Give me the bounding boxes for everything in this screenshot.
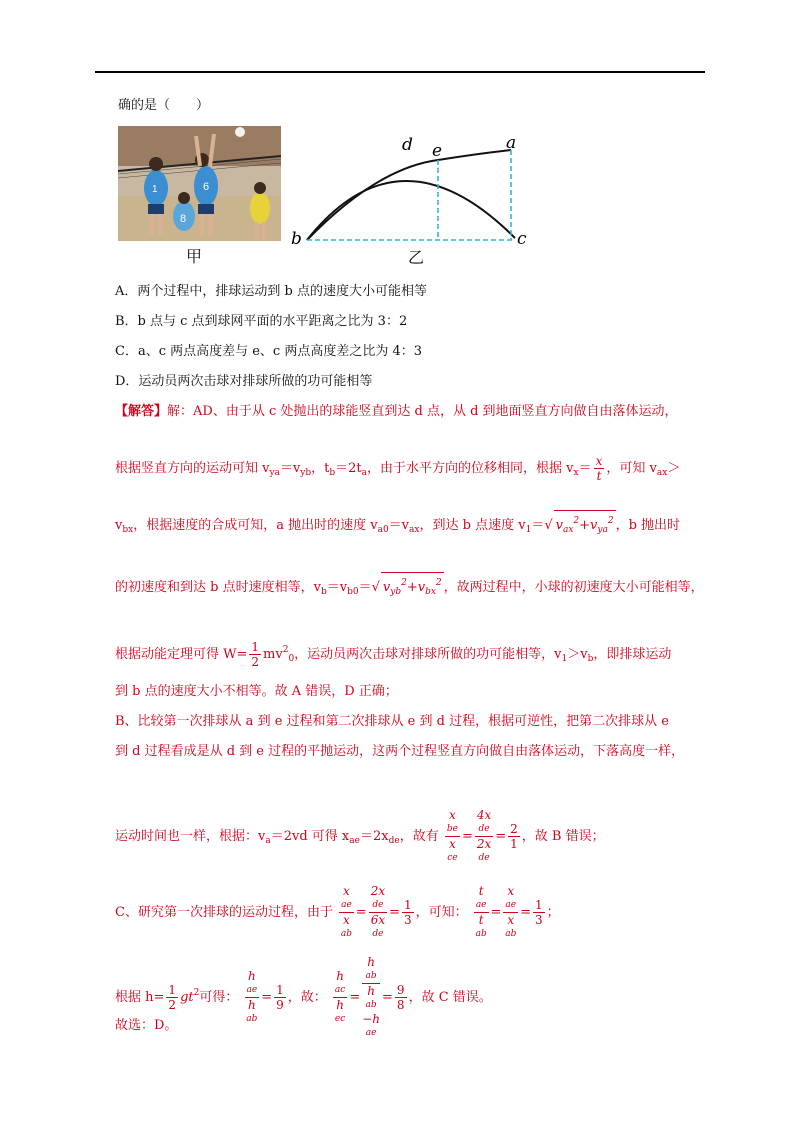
header-rule bbox=[95, 71, 705, 73]
point-e-label: e bbox=[432, 141, 443, 161]
answer-line-6: 到 b 点的速度大小不相等。故 A 错误，D 正确； bbox=[115, 684, 398, 699]
trajectory-diagram bbox=[285, 128, 545, 258]
answer-line-9: 运动时间也一样，根据：$v_a=2vd$ 可得 $x_{ae}=2x_{de}$，故有 x be x ce = 4x de 2x de = $\frac{2}{1}$ ，故 B 错误； bbox=[115, 808, 605, 863]
photo-caption: 甲 bbox=[186, 247, 203, 266]
answer-line-3: $v_{bx}$，根据速度的合成可知，a 抛出时的速度 $v_{a0}=v_{ax}$，到达 b 点速度 $v_1=√$ $v_{ax}^2+v_{ya}^2$ ，b 抛出时 bbox=[115, 510, 680, 540]
answer-line-2: 根据竖直方向的运动可知 $v_{ya}=v_{yb}$，$t_b=2t_a$，由于水平方向的位移相同，根据 $v_x=$ $\frac{x}{t}$ ，可知 $v_{ax}>$ bbox=[115, 454, 681, 483]
option-b: B．b 点与 c 点到球网平面的水平距离之比为 3：2 bbox=[115, 314, 408, 329]
answer-line-8: 到 d 过程看成是从 d 到 e 过程的平抛运动，这两个过程竖直方向做自由落体运动，下落高度一样， bbox=[115, 744, 685, 759]
answer-tag: 【解答】 bbox=[115, 404, 168, 419]
point-b-label: b bbox=[291, 229, 302, 249]
answer-line-5: 根据动能定理可得 W= $\frac{1}{2}$ $mv^2_0$，运动员两次击球对排球所做的功可能相等，$v_1>v_b$，即排球运动 bbox=[115, 640, 672, 669]
option-d: D．运动员两次击球对排球所做的功可能相等 bbox=[115, 374, 373, 389]
jersey-number: 8 bbox=[180, 213, 187, 225]
jersey-number: 1 bbox=[152, 184, 158, 195]
answer-line-1: 【解答】解：AD、由于从 c 处抛出的球能竖直到达 d 点，从 d 到地面竖直方向做自由落体运动， bbox=[115, 404, 678, 419]
option-c: C．a、c 两点高度差与 e、c 两点高度差之比为 4：3 bbox=[115, 344, 423, 359]
point-c-label: c bbox=[517, 229, 527, 249]
answer-line-11: 根据 h= $\frac{1}{2}$ $gt^2$可得： h ae h ab = $\frac{1}{9}$ ，故： h ac h ec = h ab h ab −h ae = $\frac{9}{8}$ ，故 C 错误。 bbox=[115, 955, 492, 1038]
answer-line-10: C、研究第一次排球的运动过程，由于 x ae x ab = 2x de 6x de = $\frac{1}{3}$ ，可知： t ae t ab = x ae x ab = $\frac{1}{3}$ ； bbox=[115, 884, 560, 939]
point-d-label: d bbox=[402, 135, 413, 155]
option-a: A．两个过程中，排球运动到 b 点的速度大小可能相等 bbox=[115, 284, 427, 299]
answer-line-7: B、比较第一次排球从 a 到 e 过程和第二次排球从 e 到 d 过程，根据可逆性，把第二次排球从 e bbox=[115, 714, 669, 729]
answer-line-4: 的初速度和到达 b 点时速度相等，$v_b=v_{b0}=√$ $v_{yb}^2+v_{bx}^2$ ，故两过程中，小球的初速度大小可能相等， bbox=[115, 572, 704, 602]
question-stem: 确的是（ ） bbox=[118, 98, 210, 113]
volleyball-photo bbox=[118, 126, 281, 241]
jersey-number: 6 bbox=[203, 181, 210, 193]
answer-conclusion: 故选：D。 bbox=[115, 1018, 178, 1033]
diagram-caption: 乙 bbox=[408, 248, 425, 267]
point-a-label: a bbox=[506, 133, 517, 153]
